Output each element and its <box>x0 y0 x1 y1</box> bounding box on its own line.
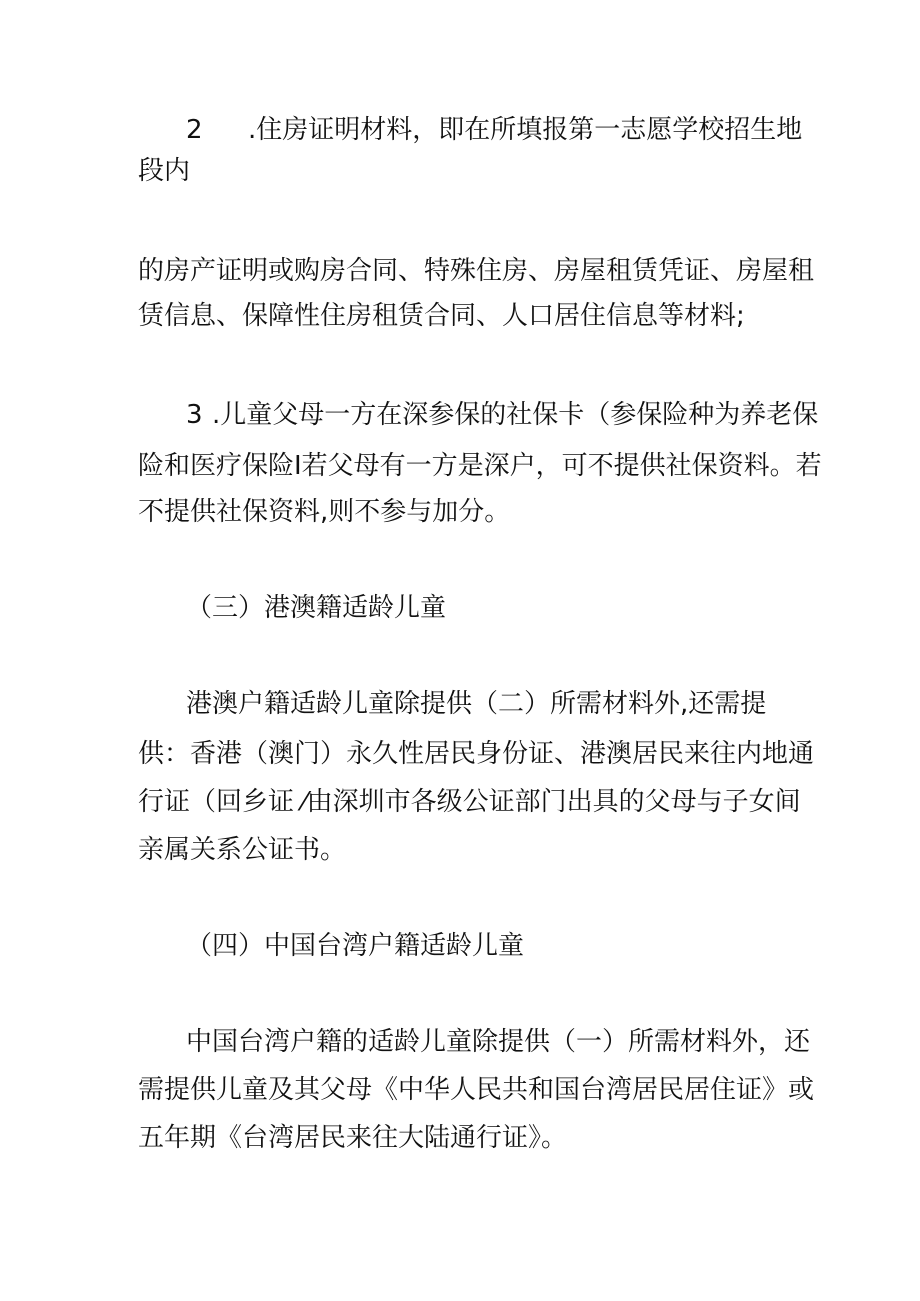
section4-heading: （四）中国台湾户籍适龄儿童 <box>186 931 525 961</box>
item2-cont-line2: 赁信息、保障性住房租赁合同、人口居住信息等材料; <box>138 301 745 331</box>
item2-line1: .住房证明材料，即在所填报第一志愿学校招生地 <box>248 115 803 145</box>
item3-line1: .儿童父母一方在深参保的社保卡（参保险种为养老保 <box>212 400 819 430</box>
item3-line3: 不提供社保资料,则不参与加分。 <box>138 497 511 527</box>
section3-line4: 亲属关系公证书。 <box>138 835 347 865</box>
item2-line2: 段内 <box>138 156 191 186</box>
section3-heading: （三）港澳籍适龄儿童 <box>186 593 447 623</box>
item3-number: 3 <box>186 400 203 430</box>
section4-line1: 中国台湾户籍的适龄儿童除提供（一）所需材料外，还 <box>186 1027 811 1057</box>
section3-line1: 港澳户籍适龄儿童除提供（二）所需材料外,还需提 <box>186 689 767 719</box>
section4-line2: 需提供儿童及其父母《中华人民共和国台湾居民居住证》或 <box>138 1075 815 1105</box>
section4-line3: 五年期《台湾居民来往大陆通行证》。 <box>138 1123 568 1153</box>
section3-line2: 供：香港（澳门）永久性居民身份证、港澳居民来往内地通 <box>138 739 815 769</box>
section3-line3: 行证（回乡证 ⁄由深圳市各级公证部门出具的父母与子女间 <box>138 787 801 817</box>
item2-cont-line1: 的房产证明或购房合同、特殊住房、房屋租赁凭证、房屋租 <box>138 256 815 286</box>
item2-number: 2 <box>186 115 203 145</box>
item3-line2: 险和医疗保险I若父母有一方是深户，可不提供社保资料。若 <box>138 451 822 481</box>
